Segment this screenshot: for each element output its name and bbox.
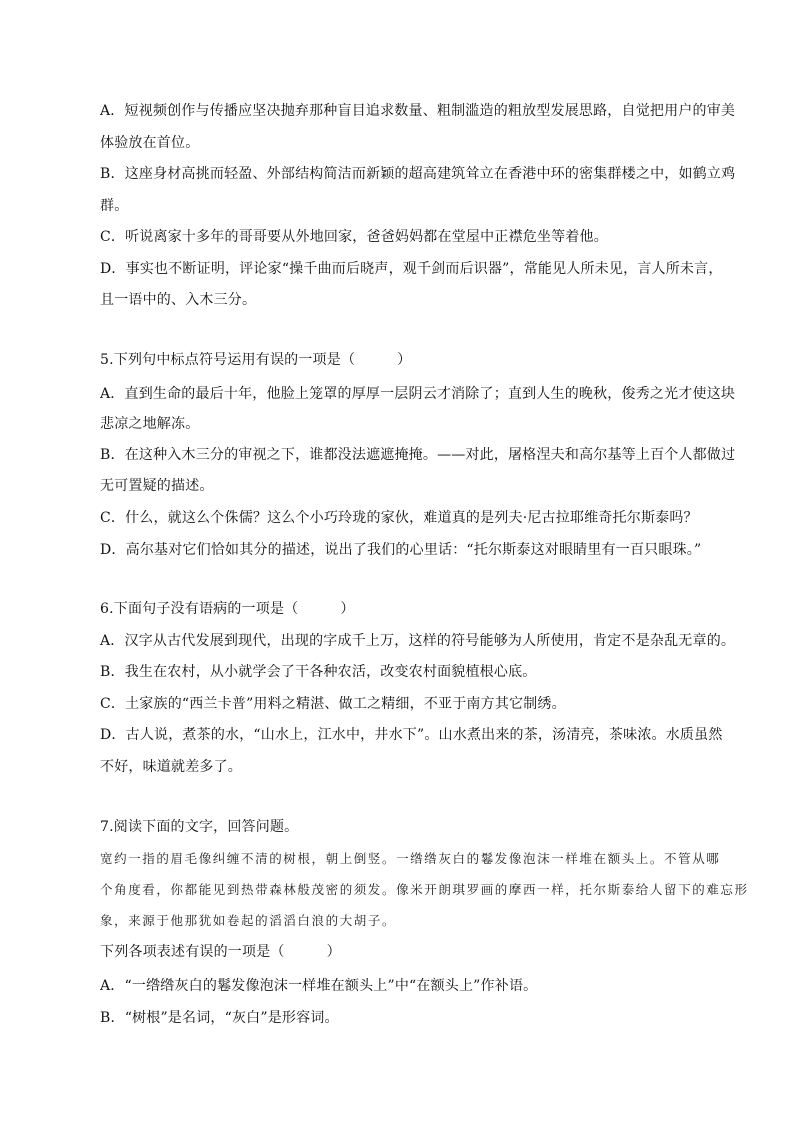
q4-option-b-line1: B．这座身材高挑而轻盈、外部结构简洁而新颖的超高建筑耸立在香港中环的密集群楼之中，如鹤立鸡 [100, 166, 736, 182]
q7-passage-line3: 象，来源于他那犹如卷起的滔滔白浪的大胡子。 [100, 913, 397, 928]
q7-passage-line1: 宽约一指的眉毛像纠缠不清的树根，朝上倒竖。一绺绺灰白的鬈发像泡沫一样堆在额头上。不管从哪 [100, 851, 721, 866]
q4-option-d-line2: 且一语中的、入木三分。 [100, 292, 257, 308]
q7-option-a: A．“一绺绺灰白的鬈发像泡沫一样堆在额头上”中“在额头上”作补语。 [100, 978, 538, 994]
q5-option-b-line2: 无可置疑的描述。 [100, 478, 214, 494]
q5-option-b-line1: B．在这种入木三分的审视之下，谁都没法遮遮掩掩。——对此，屠格涅夫和高尔基等上百个人都做过 [100, 447, 736, 463]
q6-option-d-line2: 不好，味道就差多了。 [100, 759, 242, 775]
q7-option-b: B．“树根”是名词，“灰白”是形容词。 [100, 1010, 339, 1026]
q6-stem-close: ） [340, 601, 355, 617]
q6-stem-text: 6.下面句子没有语病的一项是（ [100, 601, 299, 617]
q5-stem-close: ） [397, 352, 412, 368]
q4-option-b-line2: 群。 [100, 198, 129, 214]
q7-stem: 7.阅读下面的文字，回答问题。 [100, 819, 299, 835]
q5-option-d: D．高尔基对它们恰如其分的描述，说出了我们的心里话：“托尔斯泰这对眼睛里有一百只眼珠。” [100, 542, 702, 558]
q4-option-d-line1: D．事实也不断证明，评论家“操千曲而后晓声，观千剑而后识器”，常能见人所未见，言人所未言， [100, 261, 723, 277]
q5-stem [100, 350, 411, 370]
q7-sub-question-close: ） [326, 944, 341, 960]
q7-passage-line2: 个角度看，你都能见到热带森林般茂密的须发。像米开朗琪罗画的摩西一样，托尔斯泰给人留下的难忘形 [100, 882, 749, 897]
q6-option-c: C．土家族的“西兰卡普”用料之精湛、做工之精细，不亚于南方其它制绣。 [100, 696, 566, 712]
q6-stem [100, 599, 355, 619]
q5-option-a-line1: A．直到生命的最后十年，他脸上笼罩的厚厚一层阴云才消除了；直到人生的晚秋，俊秀之光才使这块 [100, 386, 736, 402]
q5-option-a-line2: 悲凉之地解冻。 [100, 416, 200, 432]
q6-option-b: B．我生在农村，从小就学会了干各种农活，改变农村面貌植根心底。 [100, 664, 537, 680]
q4-option-a-line2: 体验放在首位。 [100, 135, 200, 151]
q6-option-a: A．汉字从古代发展到现代，出现的字成千上万，这样的符号能够为人所使用，肯定不是杂乱无章的。 [100, 633, 736, 649]
q4-option-a-line1: A．短视频创作与传播应坚决抛弃那种盲目追求数量、粗制滥造的粗放型发展思路，自觉把用户的审美 [100, 103, 736, 119]
q5-stem-text: 5.下列句中标点符号运用有误的一项是（ [100, 352, 356, 368]
q5-option-c: C．什么，就这么个侏儒？这么个小巧玲珑的家伙，难道真的是列夫·尼古拉耶维奇托尔斯泰吗？ [100, 510, 698, 526]
q4-option-c: C．听说离家十多年的哥哥要从外地回家，爸爸妈妈都在堂屋中正襟危坐等着他。 [100, 229, 608, 245]
q7-sub-question [100, 942, 341, 962]
q7-sub-question-text: 下列各项表述有误的一项是（ [100, 944, 285, 960]
q6-option-d-line1: D．古人说，煮茶的水，“山水上，江水中，井水下”。山水煮出来的茶，汤清亮，茶味浓。水质虽然 [100, 727, 723, 743]
